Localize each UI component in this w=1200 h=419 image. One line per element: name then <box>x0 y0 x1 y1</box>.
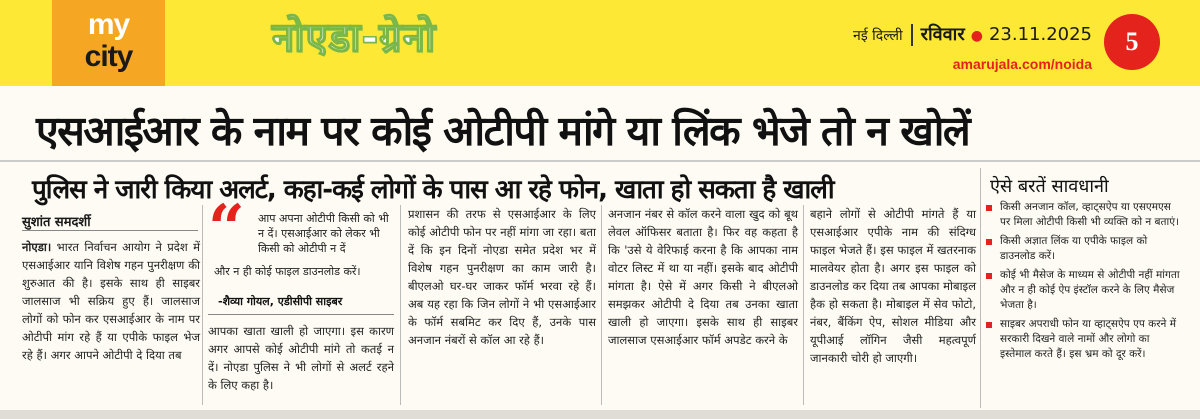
sidebar-divider <box>980 168 981 408</box>
list-item-text: किसी अज्ञात लिंक या एपीके फाइल को डाउनलोड करें। <box>1000 235 1148 262</box>
dateline-separator <box>911 24 913 46</box>
logo-city-text: city <box>84 40 133 73</box>
logo-my-text: my <box>87 8 130 41</box>
mycity-logo <box>52 0 165 86</box>
byline-divider <box>22 230 198 231</box>
bullet-icon <box>986 239 992 245</box>
sub-headline: पुलिस ने जारी किया अलर्ट, कहा-कई लोगों के पास आ रहे फोन, खाता हो सकता है खाली <box>32 175 834 205</box>
article-column-1-text: भारत निर्वाचन आयोग ने प्रदेश में एसआईआर यानि विशेष गहन पुनरीक्षण की शुरुआत की है। इसके साथ ही साइबर जालसाज भी सक्रिय हुए हैं। जालसाज लोगों को फोन कर एसआईआर के नाम पर ओटीपी मांग रहे हैं या एपीके फाइल भेज रहे हैं। अगर आपने ओटीपी दे दिया तब <box>22 240 200 362</box>
quote-mark-icon: “ <box>208 191 245 266</box>
list-item <box>986 234 1182 264</box>
masthead-banner <box>0 0 1200 86</box>
pull-quote-tail: और न ही कोई फाइल डाउनलोड करें। <box>214 265 361 278</box>
bullet-icon <box>986 273 992 279</box>
dateline <box>853 22 1092 46</box>
pull-quote-text: आप अपना ओटीपी किसी को भी न दें। एसआईआर को लेकर भी किसी को ओटीपी न दें <box>258 212 389 255</box>
list-item <box>986 317 1182 362</box>
column-divider <box>803 205 804 405</box>
column-divider <box>400 205 401 405</box>
article-column-3: प्रशासन की तरफ से एसआईआर के लिए कोई ओटीपी फोन पर नहीं मांगा जा रहा। बता दें कि इन दिनों नोएडा समेत प्रदेश भर में विशेष गहन पुनरीक्षण का काम जारी है। बीएलओ घर-घर जाकर फॉर्म भरवा रहे हैं। अब यह रहा कि जिन लोगों ने भी एसआईआर के फॉर्म सबमिट कर दिए हैं, उनके पास अनजान नंबरों से कॉल आ रहे हैं। <box>408 207 596 347</box>
edition-date: 23.11.2025 <box>988 24 1092 45</box>
list-item-text: साइबर अपराधी फोन या व्हाट्सऐप एप करने में सरकारी दिखने वाले नामों और लोगो का इस्तेमाल करते हैं। इस भ्रम को दूर करें। <box>1000 318 1176 360</box>
article-column-4: अनजान नंबर से कॉल करने वाला खुद को बूथ लेवल ऑफिसर बताता है। फिर वह कहता है कि 'उसे ये वेरिफाई करना है कि आपका नाम वोटर लिस्ट में था या नहीं। इसके बाद ओटीपी मांगता है। ऐसे में अगर किसी ने बीएलओ समझकर ओटीपी दे दिया तब उनका खाता खाली हो जाएगा। इसके साथ ही साइबर जालसाज एसआईआर फॉर्म अपडेट करने के <box>608 207 798 347</box>
byline: सुशांत समदर्शी <box>22 215 91 230</box>
quote-divider <box>208 314 394 315</box>
section-title: नोएडा-ग्रेनो <box>272 15 437 61</box>
page-number-badge: 5 <box>1104 14 1160 70</box>
bullet-icon <box>986 205 992 211</box>
headline-divider <box>0 160 1200 162</box>
website-link[interactable]: amarujala.com/noida <box>952 56 1092 72</box>
list-item <box>986 200 1182 230</box>
main-headline: एसआईआर के नाम पर कोई ओटीपी मांगे या लिंक भेजे तो न खोलें <box>36 107 970 155</box>
article-column-1 <box>22 238 200 364</box>
pull-quote-author: -शैव्या गोयल, एडीसीपी साइबर <box>218 295 343 308</box>
article-place: नोएडा। <box>22 240 52 254</box>
article-column-5: बहाने लोगों से ओटीपी मांगते हैं या एसआईआर एपीके नाम की संदिग्ध फाइल भेजते हैं। इस फाइल में खतरनाक मालवेयर होता है। अगर इस फाइल को डाउनलोड कर दिया तब आपका मोबाइल हैक हो सकता है। मोबाइल में सेव फोटो, नंबर, बैंकिंग ऐप, सोशल मीडिया और यूपीआई लॉगिन जैसी महत्वपूर्ण जानकारी चोरी हो जाएगी। <box>810 207 976 365</box>
list-item-text: किसी अनजान कॉल, व्हाट्सऐप या एसएमएस पर मिला ओटीपी किसी भी व्यक्ति को न बताएं। <box>1000 201 1180 228</box>
list-item <box>986 268 1182 313</box>
precautions-sidebar <box>986 200 1182 366</box>
list-item-text: कोई भी मैसेज के माध्यम से ओटीपी नहीं मांगता और न ही कोई ऐप इंस्टॉल करने के लिए मैसेज भेजता है। <box>1000 269 1180 311</box>
next-article-edge <box>0 410 1200 419</box>
column-divider <box>202 205 203 405</box>
bullet-icon <box>986 322 992 328</box>
dot-icon: ● <box>970 28 983 44</box>
edition-city: नई दिल्ली <box>853 28 903 44</box>
edition-day: रविवार <box>920 24 965 45</box>
column-divider <box>601 205 602 405</box>
article-column-2: आपका खाता खाली हो जाएगा। इस कारण अगर आपसे कोई ओटीपी मांगे तो कतई न दें। नोएडा पुलिस ने भी लोगों से अलर्ट रहने के लिए कहा है। <box>208 324 394 392</box>
sidebar-title: ऐसे बरतें सावधानी <box>990 176 1109 197</box>
